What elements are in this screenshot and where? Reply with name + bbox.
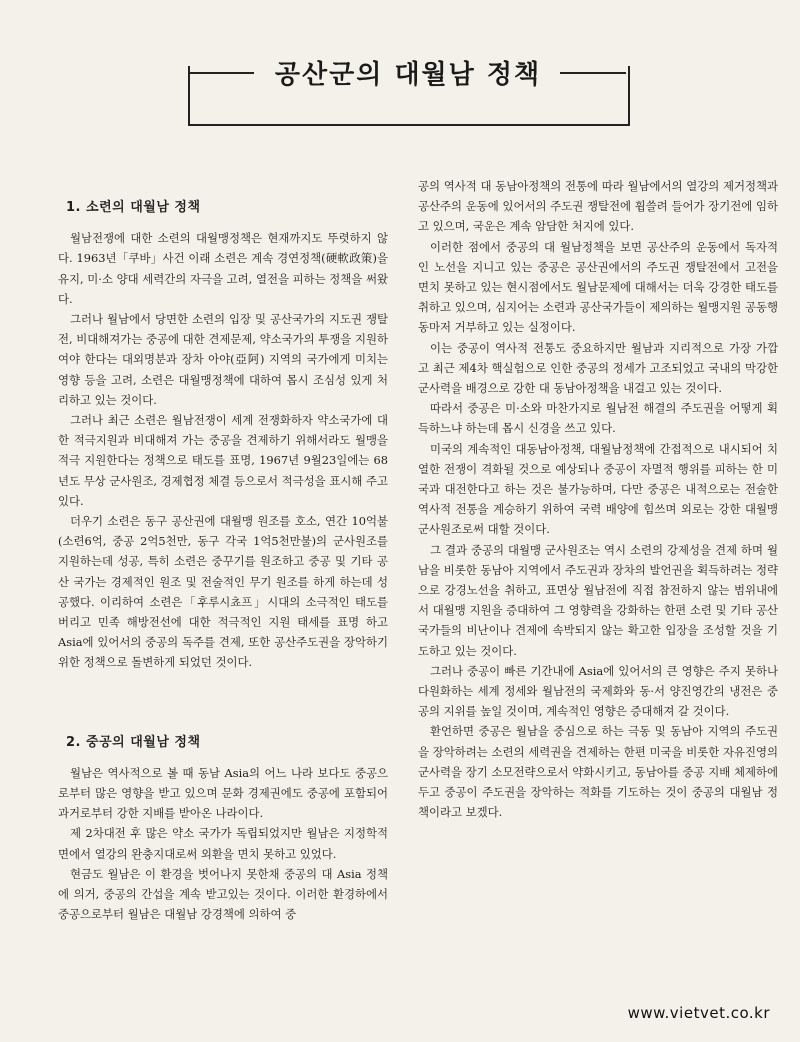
right-paragraph: 그러나 중공이 빠른 기간내에 Asia에 있어서의 큰 영향은 주지 못하나 다원화하는 세계 정세와 월남전의 국제화와 동·서 양진영간의 냉전은 중공의 지위를 높일 것이며, 계속적인 영향은 증대해져 갈 것이다.	[418, 663, 778, 719]
section-1-paragraph: 그러나 최근 소련은 월남전쟁이 세계 전쟁화하자 약소국가에 대한 적극지원과 비대해져 가는 중공을 견제하기 위해서라도 월맹을 적극 지원한다는 정책으로 태도를 표명, 1967년 9월23일에는 68년도 무상 군사원조, 경제협정 체결 등으로서 적극성을 표시해 주고 있다.	[58, 413, 388, 508]
section-1-paragraph: 월남전쟁에 대한 소련의 대월맹정책은 현재까지도 뚜렷하지 않다. 1963년「쿠바」사건 이래 소련은 계속 경연정책(硬軟政策)을 유지, 미·소 양대 세력간의 자극을 고려, 열전을 피하는 정책을 써왔다.	[58, 231, 388, 306]
page-title: 공산군의 대월남 정책	[274, 60, 542, 90]
section-2-paragraph: 제 2차대전 후 많은 약소 국가가 독립되었지만 월남은 지정학적 면에서 열강의 완충지대로써 외환을 면치 못하고 있었다.	[58, 826, 388, 861]
continued-paragraph: 공의 역사적 대 동남아정책의 전통에 따라 월남에서의 열강의 제거정책과 공산주의 운동에 있어서의 주도권 쟁탈전에 휩쓸려 들어가 장기전에 임하고 있으며, 국운은 계속 암담한 처지에 있다.	[418, 179, 778, 234]
section-2-heading: 2. 중공의 대월남 정책	[66, 734, 201, 750]
section-1-paragraph: 그러나 월남에서 당면한 소련의 입장 및 공산국가의 지도권 쟁탈전, 비대해져가는 중공에 대한 견제문제, 약소국가의 투쟁을 지원하여야 한다는 대외명분과 장차 아야(亞阿) 지역의 국가에게 미치는 영향 등을 고려, 소련은 대월맹정책에 대하여 몹시 조심성 있게 처리하고 있는 것이다.	[58, 312, 388, 407]
right-paragraph: 따라서 중공은 미·소와 마찬가지로 월남전 해결의 주도권을 어떻게 획득하느냐 하는데 몹시 신경을 쓰고 있다.	[418, 401, 778, 436]
right-paragraph: 이는 중공이 역사적 전통도 중요하지만 월남과 지리적으로 가장 가깝고 최근 제4차 핵실험으로 인한 중공의 정세가 고조되었고 국내의 막강한 군사력을 배경으로 강한 대 동남아정책을 내걸고 있는 것이다.	[418, 340, 778, 396]
left-column	[58, 176, 388, 925]
section-2-paragraph: 현금도 월남은 이 환경을 벗어나지 못한채 중공의 대 Asia 정책에 의거, 중공의 간섭을 계속 받고있는 것이다. 이러한 환경하에서 중공으로부터 월남은 대월남 강경책에 의하여 중	[58, 866, 388, 922]
section-1-heading: 1. 소련의 대월남 정책	[66, 200, 201, 215]
section-1-paragraph: 더우기 소련은 동구 공산권에 대월맹 원조를 호소, 연간 10억불(소련6억, 중공 2억5천만, 동구 각국 1억5천만불)의 군사원조를 지원하는데 성공, 특히 소련은 중꾸기를 원조하고 중공 및 기타 공산 국가는 경제적인 원조 및 전술적인 무기 원조를 하게 하는데 성공했다. 이리하여 소련은「후루시쵸프」시대의 소극적인 태도를 버리고 민족 해방전선에 대한 적극적인 지원 태세를 표명 하고 Asia에 있어서의 중공의 독주를 견제, 또한 공산주도권을 장악하기 위한 정책으로 돌변하게 되었던 것이다.	[58, 514, 388, 670]
site-watermark: www.vietvet.co.kr	[627, 1004, 770, 1022]
section-2-paragraph: 월남은 역사적으로 볼 때 동남 Asia의 어느 나라 보다도 중공으로부터 많은 영향을 받고 있으며 문화 경제권에도 중공에 포함되어 과거로부터 강한 지배를 받아온 나라이다.	[58, 765, 388, 821]
right-paragraph: 환언하면 중공은 월남을 중심으로 하는 극동 및 동남아 지역의 주도권을 장악하려는 소련의 세력권을 견제하는 한편 미국을 비롯한 자유진영의 군사력을 장기 소모전략으로서 약화시키고, 동남아를 중공 지배 체제하에 두고 중공이 주도권을 장악하는 적화를 기도하는 것이 중공의 대월남 정책이라고 보겠다.	[418, 724, 778, 820]
right-column	[418, 176, 778, 823]
right-paragraph: 미국의 계속적인 대동남아정책, 대월남정책에 간접적으로 내시되어 치열한 전쟁이 격화될 것으로 예상되나 중공이 자멸적 행위를 피하는 한 미국과 대전한다고 하는 것은 불가능하며, 다만 중공은 내적으로는 전술한 역사적 전통을 계승하기 위하여 국력 배양에 힘쓰며 외로는 강한 대월맹 군사원조로써 대할 것이다.	[418, 441, 778, 537]
right-paragraph: 이러한 점에서 중공의 대 월남정책을 보면 공산주의 운동에서 독자적인 노선을 지니고 있는 중공은 공산권에서의 주도권 쟁탈전에서 고전을 면치 못하고 있는 현시점에서도 월남문제에 대해서는 더욱 강경한 태도를 취하고 있으며, 심지어는 소련과 공산국가들이 제의하는 월맹지원 공동행동마저 거부하고 있는 실정이다.	[418, 239, 778, 335]
right-paragraph: 그 결과 중공의 대월맹 군사원조는 역시 소련의 강제성을 견제 하며 월남을 비롯한 동남아 지역에서 주도권과 장차의 발언권을 획득하려는 정략으로 강경노선을 취하고, 표면상 월남전에 직접 참전하지 않는 범위내에서 대월맹 지원을 증대하여 그 영향력을 강화하는 한편 소련 및 기타 공산국가들의 비난이나 견제에 속박되지 않는 확고한 입장을 조성할 것을 기도하고 있는 것이다.	[418, 542, 778, 658]
